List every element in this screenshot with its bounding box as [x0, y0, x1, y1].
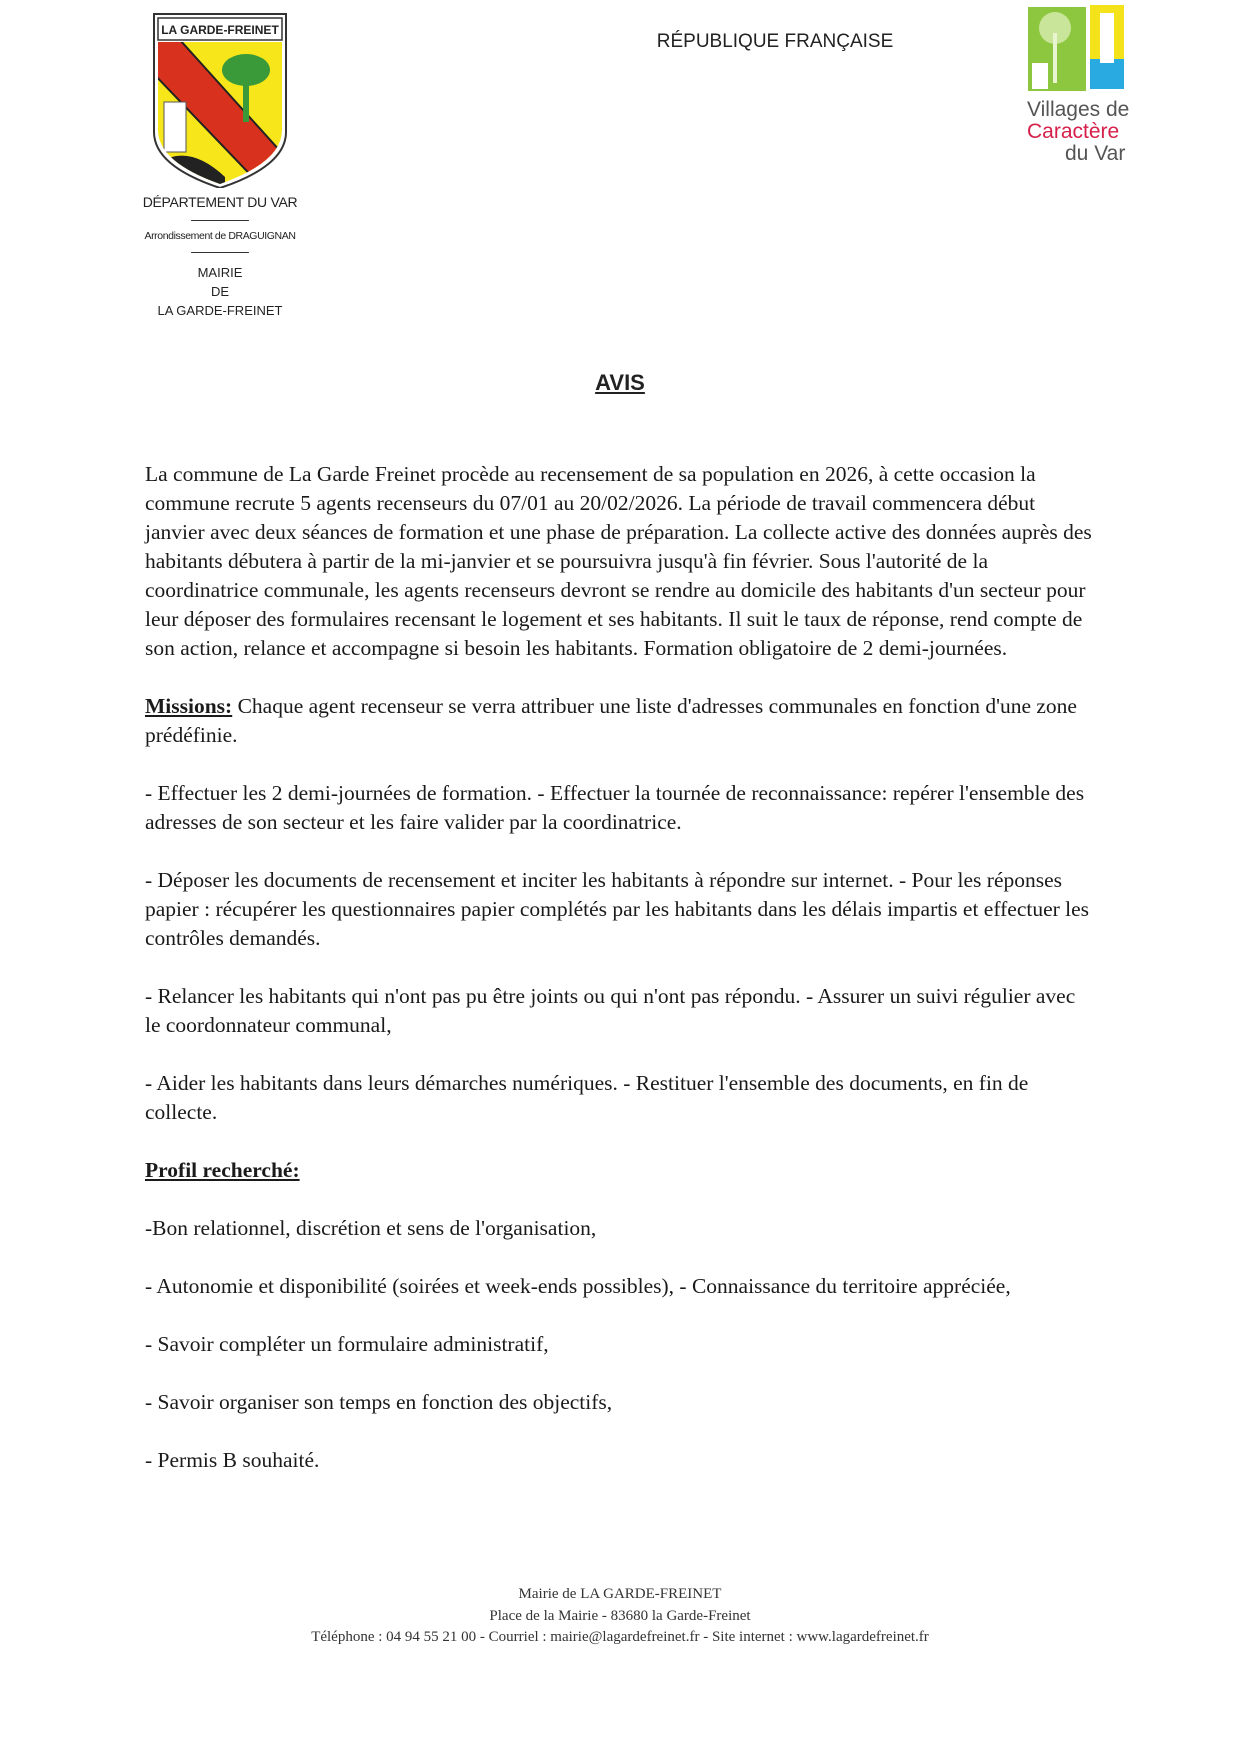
notice-body — [145, 460, 1095, 1504]
republique-label: RÉPUBLIQUE FRANÇAISE — [656, 31, 894, 52]
footer-contact: Téléphone : 04 94 55 21 00 - Courriel : mairie@lagardefreinet.fr - Site internet : www.lagardefreinet.fr — [311, 1629, 929, 1645]
footer-address: Place de la Mairie - 83680 la Garde-Freinet — [489, 1607, 751, 1624]
divider — [191, 220, 249, 221]
mairie-label — [110, 263, 330, 320]
profil-item: - Savoir compléter un formulaire administratif, — [145, 1332, 549, 1356]
missions-lead: Chaque agent recenseur se verra attribuer une liste d'adresses communales en fonction d'une zone prédéfinie. — [145, 694, 1077, 747]
department-label: DÉPARTEMENT DU VAR — [142, 194, 298, 210]
divider — [191, 252, 249, 253]
mission-item: - Aider les habitants dans leurs démarches numériques. - Restituer l'ensemble des documents, en fin de collecte. — [145, 1071, 1029, 1124]
svg-text:LA GARDE-FREINET: LA GARDE-FREINET — [161, 23, 279, 37]
logo-text: Villages de — [1027, 98, 1130, 121]
missions-heading: Missions: — [145, 694, 233, 718]
municipal-header — [110, 194, 330, 320]
profil-item: - Savoir organiser son temps en fonction des objectifs, — [145, 1390, 613, 1414]
profil-item: - Autonomie et disponibilité (soirées et week-ends possibles), - Connaissance du territoire appréciée, — [145, 1274, 1011, 1298]
arrondissement-label: Arrondissement de DRAGUIGNAN — [144, 230, 296, 242]
mission-item: - Déposer les documents de recensement et inciter les habitants à répondre sur internet. - Pour les réponses papier : récupérer les questionnaires papier complétés par les habitants dans les délais impartis et effectuer les contrôles demandés. — [145, 868, 1090, 950]
logo-text: Caractère — [1027, 120, 1120, 143]
intro-paragraph: La commune de La Garde Freinet procède au recensement de sa population en 2026, à cette occasion la commune recrute 5 agents recenseurs du 07/01 au 20/02/2026. La période de travail commencera début janvier avec deux séances de formation et une phase de préparation. La collecte active des données auprès des habitants débutera à partir de la mi-janvier et se poursuivra jusqu'à fin février. Sous l'autorité de la coordinatrice communale, les agents recenseurs devront se rendre au domicile des habitants d'un secteur pour leur déposer des formulaires recensant le logement et ses habitants. Il suit le taux de réponse, rend compte de son action, relance et accompagne si besoin les habitants. Formation obligatoire de 2 demi-journées. — [145, 462, 1092, 660]
profil-item: -Bon relationnel, discrétion et sens de l'organisation, — [145, 1216, 597, 1240]
villages-de-caractere-logo — [1020, 3, 1145, 168]
profil-item: - Permis B souhaité. — [145, 1448, 320, 1472]
missions-intro — [145, 692, 1095, 750]
mairie-line: DE — [210, 284, 230, 299]
mission-item: - Effectuer les 2 demi-journées de formation. - Effectuer la tournée de reconnaissance: repérer l'ensemble des adresses de son secteur et les faire valider par la coordinatrice. — [145, 781, 1085, 834]
footer — [0, 1584, 1240, 1649]
page-title: AVIS — [595, 370, 645, 395]
mairie-line: MAIRIE — [197, 265, 243, 280]
mission-item: - Relancer les habitants qui n'ont pas pu être joints ou qui n'ont pas répondu. - Assurer un suivi régulier avec le coordonnateur communal, — [145, 984, 1076, 1037]
mairie-line: LA GARDE-FREINET — [157, 303, 283, 318]
logo-text: du Var — [1065, 142, 1126, 165]
profil-heading: Profil recherché: — [145, 1158, 300, 1182]
footer-name: Mairie de LA GARDE-FREINET — [518, 1586, 722, 1602]
commune-crest — [150, 12, 290, 188]
